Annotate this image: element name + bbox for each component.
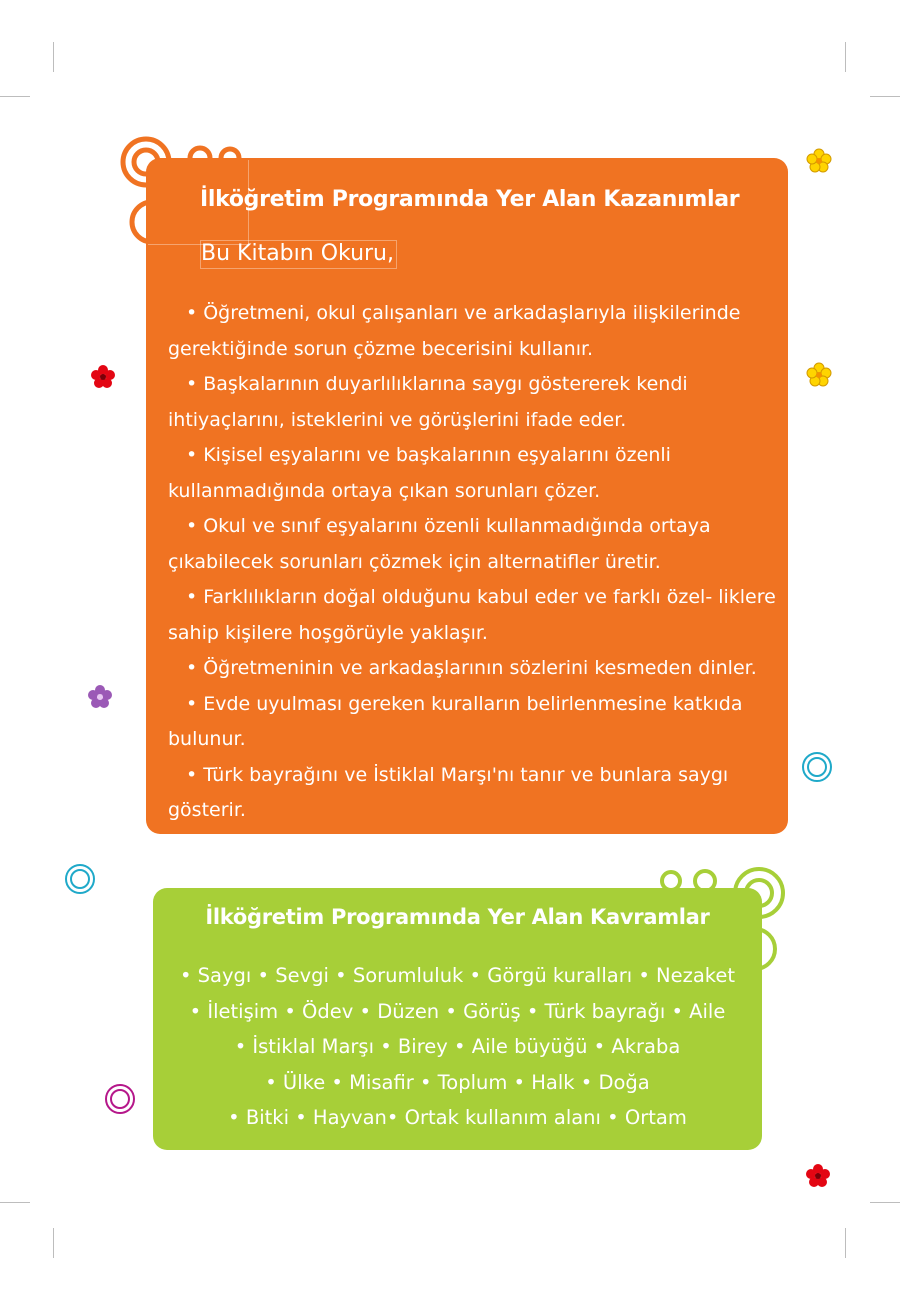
crop-mark (870, 1202, 900, 1203)
concept-line: • Bitki • Hayvan• Ortak kullanım alanı • Ortam (228, 1106, 687, 1129)
crop-mark (845, 42, 846, 72)
yellow-flower-icon (806, 148, 832, 174)
crop-mark (0, 96, 30, 97)
crop-mark (845, 1228, 846, 1258)
concept-line: • İletişim • Ödev • Düzen • Görüş • Türk bayrağı • Aile (189, 999, 726, 1023)
crop-mark (0, 1202, 30, 1203)
red-flower-icon (805, 1163, 831, 1189)
crop-mark (53, 42, 54, 72)
list-item: • Okul ve sınıf eşyalarını özenli kullanmadığında ortaya çıkabilecek sorunları çözmek için alternatifler üretir. (168, 509, 778, 580)
kavramlar-title: İlköğretim Programında Yer Alan Kavramlar (205, 905, 710, 929)
concept-line: • İstiklal Marşı • Birey • Aile büyüğü • Akraba (234, 1035, 681, 1058)
list-item: • Türk bayrağını ve İstiklal Marşı'nı tanır ve bunlara saygı gösterir. (168, 758, 778, 829)
yellow-flower-icon (806, 362, 832, 388)
list-item: • Farklılıkların doğal olduğunu kabul eder ve farklı özel- liklere sahip kişilere hoşgörüyle yaklaşır. (168, 580, 778, 651)
magenta-ring-icon (103, 1082, 137, 1116)
red-flower-icon (90, 364, 116, 390)
crop-mark (53, 1228, 54, 1258)
kazanimlar-subtitle: Bu Kitabın Okuru, (200, 240, 397, 269)
list-item: • Öğretmeni, okul çalışanları ve arkadaşlarıyla ilişkilerinde gerektiğinde sorun çözme becerisini kullanır. (168, 296, 778, 367)
list-item: • Başkalarının duyarlılıklarına saygı göstererek kendi ihtiyaçlarını, isteklerini ve görüşlerini ifade eder. (168, 367, 778, 438)
kazanimlar-title: İlköğretim Programında Yer Alan Kazanımlar (200, 187, 740, 212)
teal-ring-icon (63, 862, 97, 896)
teal-ring-icon (800, 750, 834, 784)
crop-mark (870, 96, 900, 97)
kavramlar-list (153, 958, 762, 1136)
list-item: • Evde uyulması gereken kuralların belirlenmesine katkıda bulunur. (168, 687, 778, 758)
purple-flower-icon (87, 684, 113, 710)
concept-line: • Saygı • Sevgi • Sorumluluk • Görgü kuralları • Nezaket (179, 964, 736, 987)
concept-line: • Ülke • Misafir • Toplum • Halk • Doğa (265, 1070, 650, 1094)
list-item: • Öğretmeninin ve arkadaşlarının sözlerini kesmeden dinler. (168, 651, 778, 687)
list-item: • Kişisel eşyalarını ve başkalarının eşyalarını özenli kullanmadığında ortaya çıkan sorunları çözer. (168, 438, 778, 509)
kazanimlar-list (168, 296, 778, 829)
